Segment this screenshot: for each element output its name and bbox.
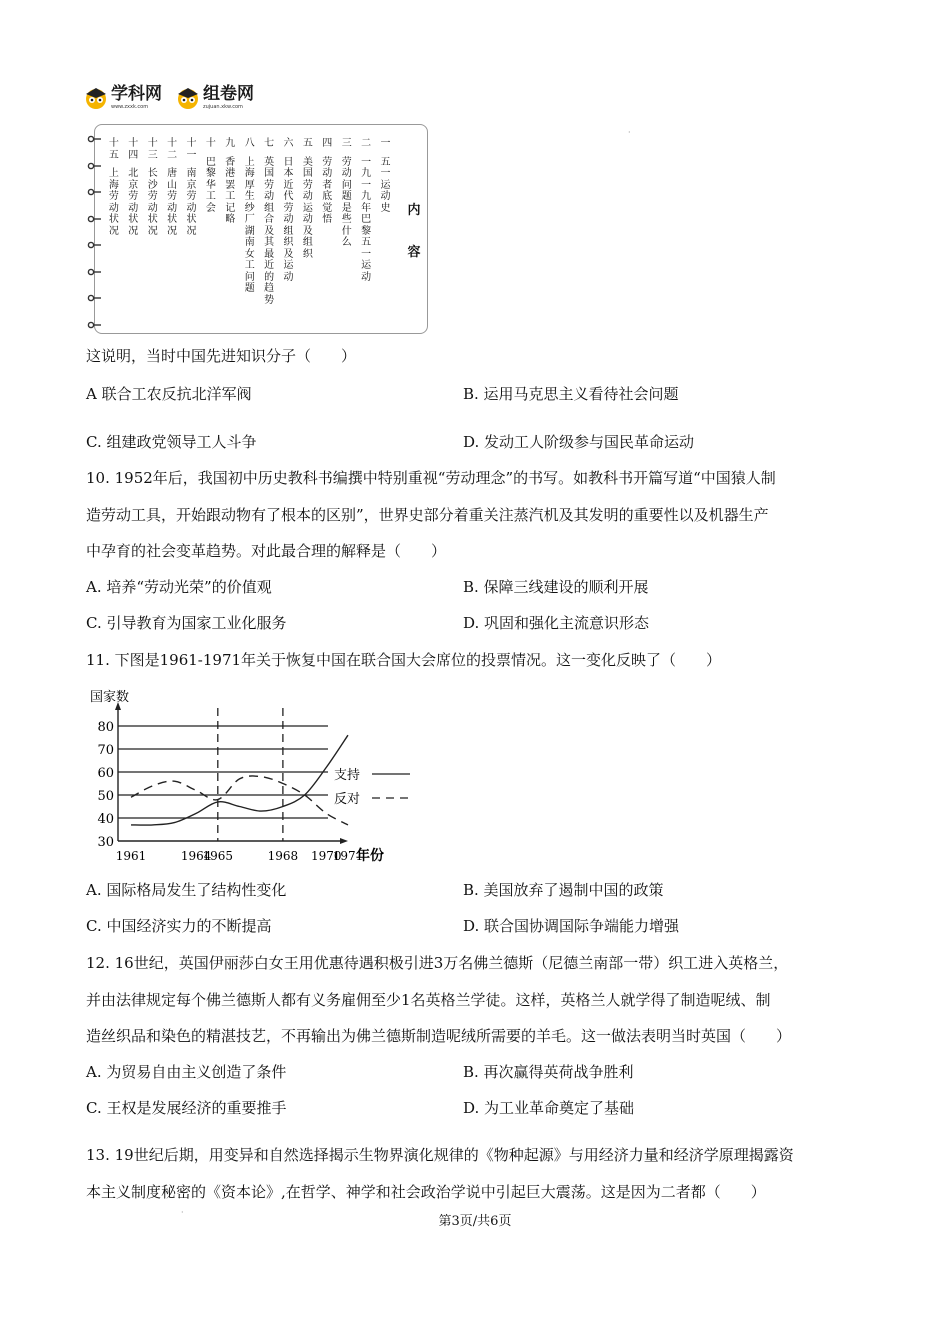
q10-line-1: 10. 1952年后，我国初中历史教科书编撰中特别重视“劳动理念”的书写。如教科书开篇写道“中国猿人制: [86, 469, 776, 487]
y-tick-label: 80: [97, 720, 114, 735]
q11-option-c: C. 中国经济实力的不断提高: [86, 917, 272, 935]
toc-item-number: 十四: [128, 138, 139, 161]
toc-item: [204, 138, 217, 214]
toc-item: [301, 138, 314, 260]
notebook-toc: [94, 124, 428, 334]
q9-option-b: B. 运用马克思主义看待社会问题: [463, 385, 679, 403]
x-tick-label: 1970: [311, 849, 342, 863]
toc-item-text: 英国劳动组合及其最近的趋势: [264, 156, 275, 306]
toc-item: [166, 138, 179, 237]
q10-option-b: B. 保障三线建设的顺利开展: [463, 578, 649, 596]
toc-item-text: 上海厚生纱厂湖南女工问题: [244, 156, 255, 294]
x-tick-label: 1968: [267, 849, 299, 863]
zujuanwang-logo: [176, 86, 254, 110]
toc-item-number: 十: [205, 138, 216, 149]
x-tick-label: 1961: [115, 849, 147, 863]
toc-item-text: 上海劳动状况: [108, 168, 119, 237]
logo2-url: zujuan.xkw.com: [203, 104, 243, 110]
toc-item-text: 北京劳动状况: [128, 168, 139, 237]
y-axis-title: 国家数: [90, 690, 130, 705]
spiral-ring-icon: [87, 135, 101, 143]
toc-item-number: 六: [283, 138, 294, 149]
spiral-ring-icon: [87, 162, 101, 170]
x-tick-label: 1971: [332, 849, 364, 863]
spiral-ring-icon: [87, 268, 101, 276]
q10-line-3: 中孕育的社会变革趋势。对此最合理的解释是（ ）: [86, 542, 447, 560]
y-tick-label: 30: [97, 835, 114, 850]
toc-item: [340, 138, 353, 249]
toc-item: [146, 138, 159, 237]
toc-item: [263, 138, 276, 306]
toc-item-number: 一: [380, 138, 391, 149]
toc-item: [282, 138, 295, 283]
q12-option-b: B. 再次赢得英荷战争胜利: [463, 1063, 634, 1081]
y-tick-label: 60: [97, 766, 114, 781]
toc-item-text: 五一运动史: [380, 156, 391, 214]
toc-item-number: 十二: [167, 138, 178, 161]
q10-option-c: C. 引导教育为国家工业化服务: [86, 614, 287, 632]
toc-item-number: 十三: [147, 138, 158, 161]
logo2-text: 组卷网: [203, 84, 254, 104]
y-tick-label: 70: [97, 743, 114, 758]
q12-line-3: 造丝织品和染色的精湛技艺，不再输出为佛兰德斯制造呢绒所需要的羊毛。这一做法表明当时英国（ ）: [86, 1027, 792, 1045]
toc-item-text: 日本近代劳动组织及运动: [283, 156, 294, 283]
q12-line-1: 12. 16世纪，英国伊丽莎白女王用优惠待遇积极引进3万名佛兰德斯（尼德兰南部一带）织工进入英格兰，: [86, 954, 789, 972]
y-tick-label: 40: [97, 812, 114, 827]
toc-item-number: 四: [322, 138, 333, 149]
q13-line-1: 13. 19世纪后期，用变异和自然选择揭示生物界演化规律的《物种起源》与用经济力量和经济学原理揭露资: [86, 1146, 794, 1164]
toc-item-number: 七: [264, 138, 275, 149]
header-logos: [84, 86, 254, 110]
toc-item: [321, 138, 334, 226]
q12-option-c: C. 王权是发展经济的重要推手: [86, 1099, 287, 1117]
toc-item-text: 劳动者底觉悟: [322, 156, 333, 225]
legend-label: 支持: [334, 768, 361, 783]
owl-icon: [176, 87, 200, 109]
toc-item-number: 八: [244, 138, 255, 149]
spiral-ring-icon: [87, 241, 101, 249]
x-tick-label: 1965: [202, 849, 234, 863]
spiral-ring-icon: [87, 188, 101, 196]
toc-item-text: 美国劳动运动及组织: [302, 156, 313, 260]
toc-item: [243, 138, 256, 295]
q9-stem: 这说明，当时中国先进知识分子（ ）: [86, 347, 357, 365]
q9-option-c: C. 组建政党领导工人斗争: [86, 433, 257, 451]
toc-item: [127, 138, 140, 237]
toc-item-number: 三: [341, 138, 352, 149]
xuekewang-logo: [84, 86, 162, 110]
q12-option-a: A. 为贸易自由主义创造了条件: [86, 1063, 287, 1081]
toc-item-number: 五: [302, 138, 313, 149]
toc-item: [224, 138, 237, 226]
toc-item-number: 十一: [186, 138, 197, 161]
spiral-ring-icon: [87, 294, 101, 302]
stray-dot: ·: [181, 1208, 184, 1217]
toc-item-text: 香港罢工记略: [225, 156, 236, 225]
legend-label: 反对: [334, 792, 361, 807]
q11-stem: 11. 下图是1961-1971年关于恢复中国在联合国大会席位的投票情况。这一变化反映了（ ）: [86, 651, 722, 669]
toc-item-text: 唐山劳动状况: [167, 168, 178, 237]
logo1-url: www.zxxk.com: [111, 104, 149, 110]
toc-item-number: 九: [225, 138, 236, 149]
toc-item-text: 劳动问题是些什么: [341, 156, 352, 248]
spiral-ring-icon: [87, 321, 101, 329]
q10-option-d: D. 巩固和强化主流意识形态: [463, 614, 650, 632]
toc-item-number: 二: [361, 138, 372, 149]
toc-item: [185, 138, 198, 237]
toc-item: [360, 138, 373, 283]
q9-option-d: D. 发动工人阶级参与国民革命运动: [463, 433, 695, 451]
x-axis-arrow: [340, 838, 348, 844]
q12-line-2: 并由法律规定每个佛兰德斯人都有义务雇佣至少1名英格兰学徒。这样，英格兰人就学得了制造呢绒、制: [86, 991, 771, 1009]
q9-option-a: A 联合工农反抗北洋军阀: [86, 385, 252, 403]
q11-option-b: B. 美国放弃了遏制中国的政策: [463, 881, 664, 899]
owl-icon: [84, 87, 108, 109]
toc-item-text: 一九一九年巴黎五一运动: [361, 156, 372, 283]
x-tick-label: 1964: [180, 849, 212, 863]
stray-dot: ·: [628, 128, 631, 137]
q13-line-2: 本主义制度秘密的《资本论》,在哲学、神学和社会政治学说中引起巨大震荡。这是因为二者都（ ）: [86, 1183, 766, 1201]
toc-item-text: 南京劳动状况: [186, 168, 197, 237]
q10-line-2: 造劳动工具，开始跟动物有了根本的区别”，世界史部分着重关注蒸汽机及其发明的重要性以及机器生产: [86, 506, 769, 524]
toc-item-number: 十五: [108, 138, 119, 161]
x-axis-title: 年份: [356, 848, 384, 864]
page-footer: 第3页/共6页: [438, 1214, 512, 1229]
q10-option-a: A. 培养“劳动光荣”的价值观: [86, 578, 272, 596]
toc-item-text: 长沙劳动状况: [147, 168, 158, 237]
q11-option-a: A. 国际格局发生了结构性变化: [86, 881, 287, 899]
logo1-text: 学科网: [111, 84, 162, 104]
spiral-ring-icon: [87, 215, 101, 223]
y-tick-label: 50: [97, 789, 114, 804]
toc-item-text: 巴黎华工会: [205, 156, 216, 214]
q11-option-d: D. 联合国协调国际争端能力增强: [463, 917, 680, 935]
toc-item: [107, 138, 120, 237]
vote-chart: [88, 688, 418, 864]
toc-title: 内容: [407, 203, 421, 260]
toc-item: [379, 138, 392, 214]
q12-option-d: D. 为工业革命奠定了基础: [463, 1099, 635, 1117]
